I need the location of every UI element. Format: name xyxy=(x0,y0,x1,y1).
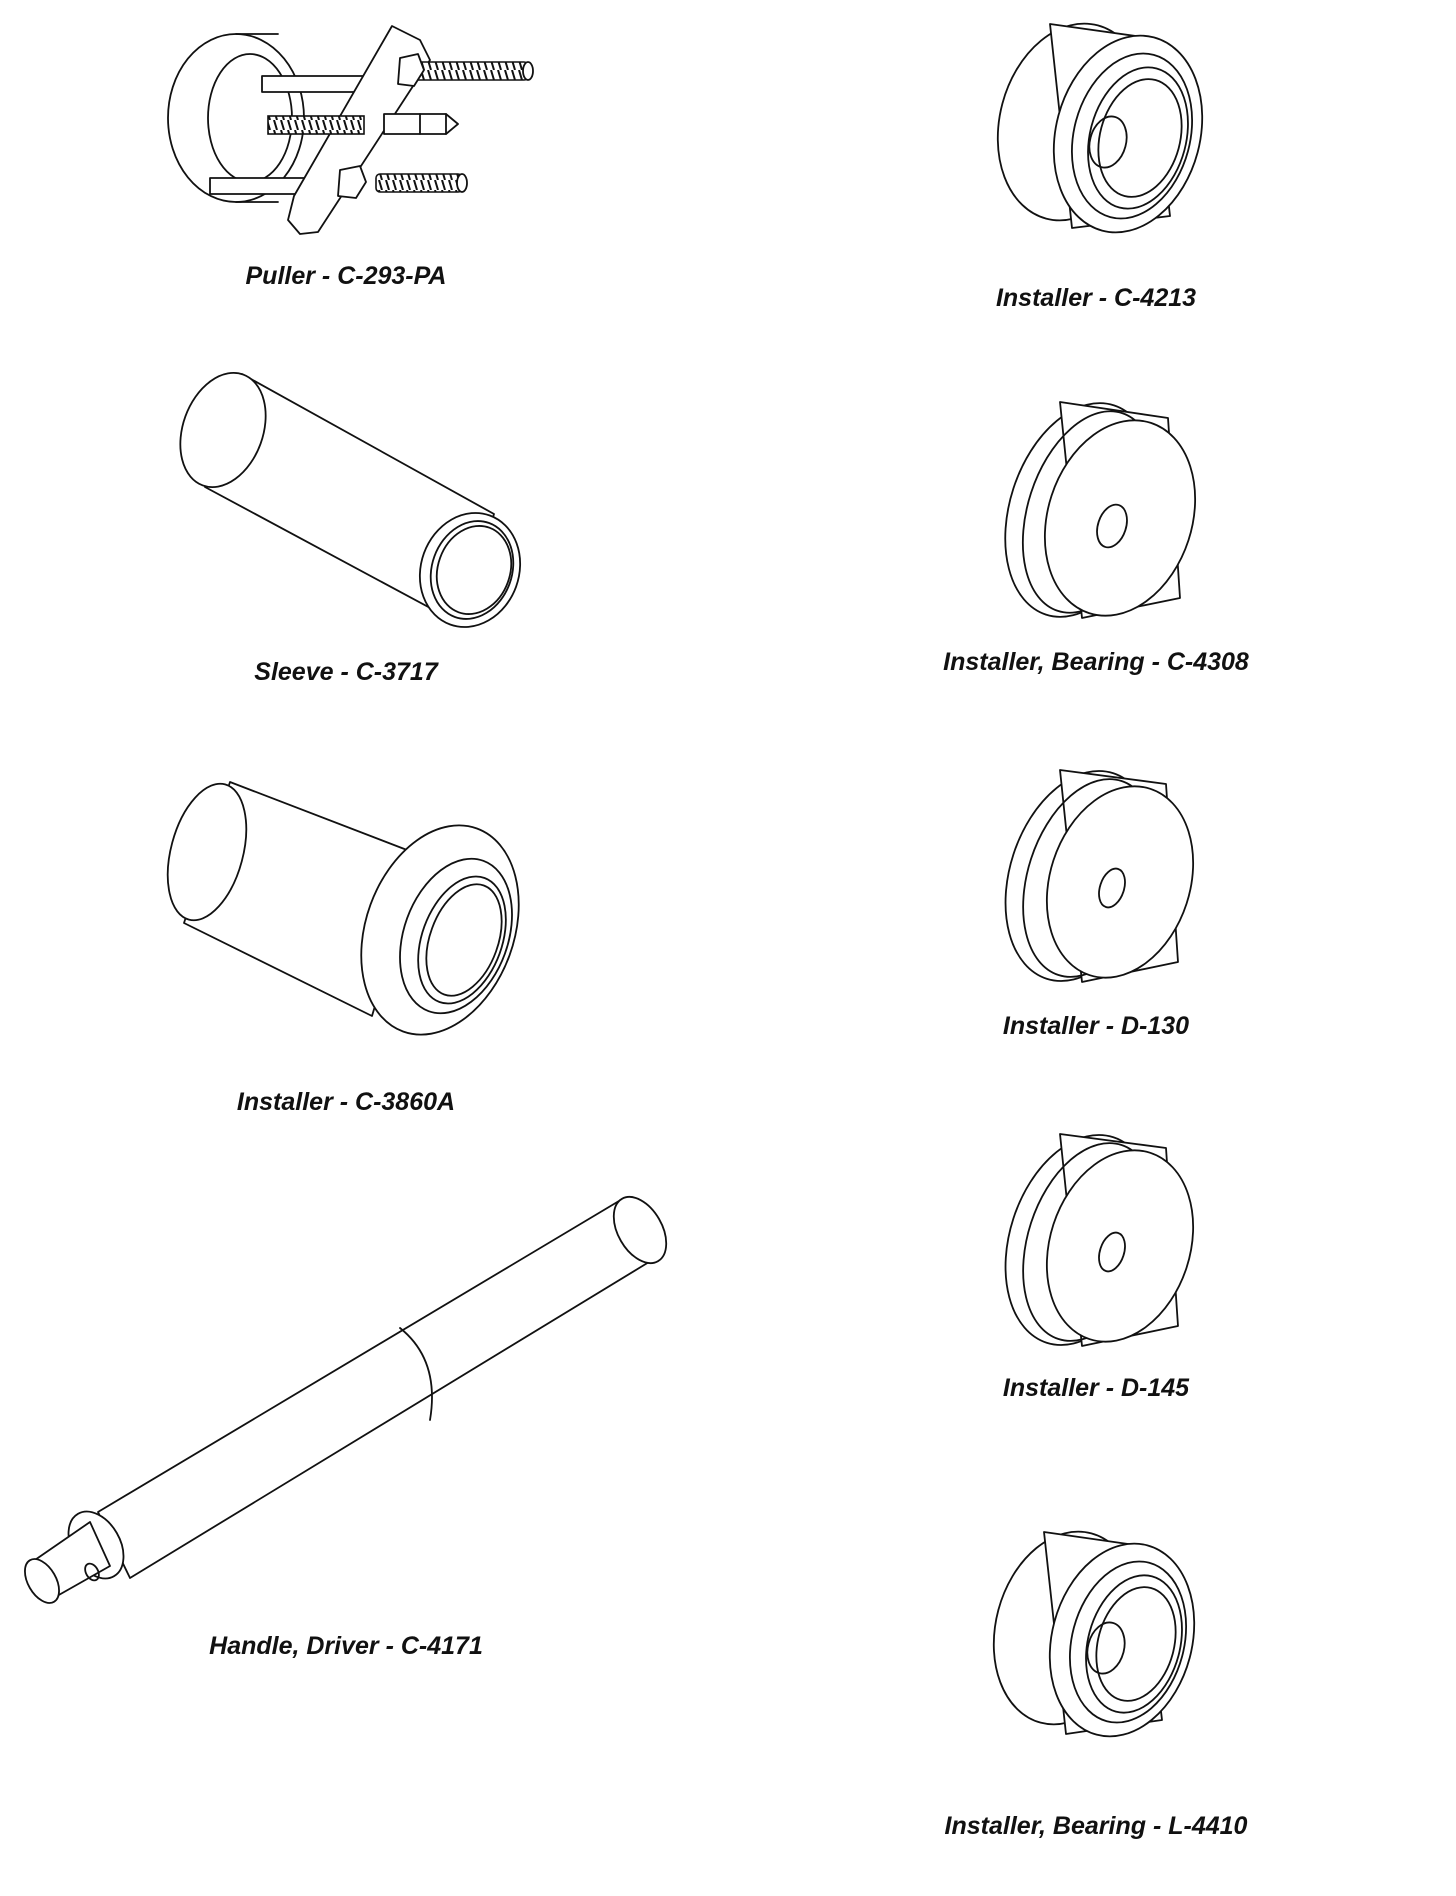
caption-sleeve: Sleeve - C-3717 xyxy=(254,658,438,686)
caption-installer-bearing-c4308: Installer, Bearing - C-4308 xyxy=(943,648,1249,676)
installer-cup-icon xyxy=(973,1515,1215,1753)
caption-puller: Puller - C-293-PA xyxy=(245,262,447,290)
caption-installer-c4213: Installer - C-4213 xyxy=(995,284,1197,312)
caption-installer-d145: Installer - D-145 xyxy=(1002,1374,1190,1402)
caption-installer-c3860a: Installer - C-3860A xyxy=(236,1088,456,1116)
installer-disc-icon xyxy=(980,1116,1217,1365)
driver-handle-icon xyxy=(18,1188,677,1609)
installer-disc-icon xyxy=(980,752,1217,1001)
sleeve-icon xyxy=(165,361,536,641)
installer-disc-icon xyxy=(979,384,1219,636)
caption-installer-d130: Installer - D-130 xyxy=(1002,1012,1190,1040)
caption-installer-bearing-l4410: Installer, Bearing - L-4410 xyxy=(944,1812,1248,1840)
installer-flanged-icon xyxy=(154,775,546,1057)
installer-cup-icon xyxy=(977,7,1224,249)
caption-handle-driver: Handle, Driver - C-4171 xyxy=(209,1632,483,1660)
puller-icon xyxy=(168,26,533,234)
